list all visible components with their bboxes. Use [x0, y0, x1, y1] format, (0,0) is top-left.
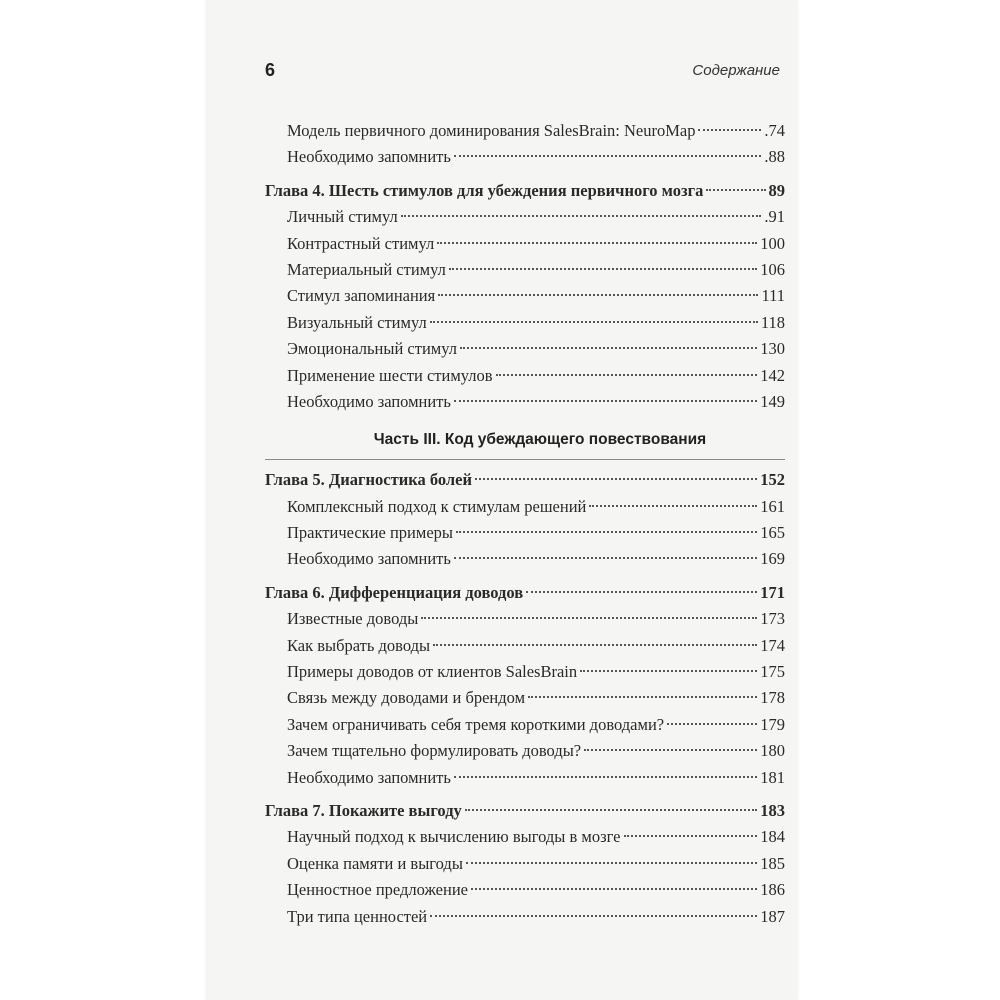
dot-leader	[471, 888, 757, 890]
toc-entry-title: Личный стимул	[287, 207, 398, 227]
toc-entry-page: 181	[760, 767, 785, 787]
toc-entry-title: Оценка памяти и выгоды	[287, 853, 463, 873]
toc-entry-page: .74	[764, 121, 785, 140]
chapter-title: Глава 5. Диагностика болей	[265, 470, 473, 490]
dot-leader	[667, 723, 757, 725]
toc-entry-page: 178	[760, 688, 785, 708]
toc-entry	[265, 765, 785, 791]
dot-leader	[454, 776, 757, 778]
toc-entry-title: Материальный стимул	[287, 259, 446, 279]
chapter-page: 152	[760, 470, 785, 490]
toc-entry-page: 106	[760, 259, 785, 279]
toc-entry	[265, 231, 785, 257]
toc-entry-title: Связь между доводами и брендом	[287, 688, 526, 708]
toc-entry-title: Контрастный стимул	[287, 233, 435, 253]
dot-leader	[454, 557, 757, 559]
toc-entry	[265, 118, 785, 144]
toc-entry	[265, 257, 785, 283]
toc-entry	[265, 606, 785, 632]
toc-entry	[265, 389, 785, 415]
dot-leader	[438, 294, 758, 296]
toc-entry-page: 179	[760, 714, 785, 734]
toc-entry-title: Научный подход к вычислению выгоды в мозге	[287, 827, 621, 847]
part-divider	[265, 459, 785, 460]
dot-leader	[706, 189, 765, 191]
dot-leader	[449, 268, 757, 270]
dot-leader	[454, 400, 757, 402]
chapter-heading	[265, 798, 785, 824]
page-header	[265, 60, 785, 86]
dot-leader	[456, 531, 757, 533]
dot-leader	[526, 591, 757, 593]
toc-entry-page: 173	[760, 609, 785, 629]
dot-leader	[584, 749, 757, 751]
toc-entry-page: 174	[760, 635, 785, 655]
toc-entry-title: Необходимо запомнить	[287, 767, 451, 787]
toc-entry-page: 118	[760, 312, 785, 332]
toc-entry-title: Зачем тщательно формулировать доводы?	[287, 741, 582, 761]
dot-leader	[496, 374, 758, 376]
dot-leader	[698, 129, 761, 131]
toc-entry	[265, 685, 785, 711]
chapter-heading	[265, 580, 785, 606]
toc-entry	[265, 144, 785, 170]
toc-entry-title: Необходимо запомнить	[287, 549, 451, 569]
dot-leader	[454, 155, 761, 157]
part-heading: Часть III. Код убеждающего повествования	[373, 431, 707, 449]
dot-leader	[475, 478, 757, 480]
toc-entry-page: 169	[760, 549, 785, 569]
toc-entry	[265, 633, 785, 659]
toc-entry-page: 187	[760, 906, 785, 926]
toc-entry-page: 149	[760, 391, 785, 411]
dot-leader	[460, 347, 757, 349]
running-title: Содержание	[692, 62, 780, 79]
toc-entry	[265, 363, 785, 389]
dot-leader	[465, 809, 757, 811]
toc-entry-page: 180	[760, 741, 785, 761]
toc-entry-title: Зачем ограничивать себя тремя короткими доводами?	[287, 714, 665, 734]
dot-leader	[401, 215, 762, 217]
toc-entry-page: 100	[760, 233, 785, 253]
toc-entry	[265, 712, 785, 738]
toc-entry-page: 161	[760, 496, 785, 516]
toc-entry-page: 111	[761, 286, 785, 306]
table-of-contents	[265, 118, 785, 930]
toc-entry-page: 175	[760, 662, 785, 682]
toc-entry	[265, 283, 785, 309]
chapter-heading	[265, 467, 785, 493]
toc-entry	[265, 204, 785, 230]
toc-entry	[265, 851, 785, 877]
toc-entry-page: 185	[760, 853, 785, 873]
toc-entry	[265, 824, 785, 850]
dot-leader	[466, 862, 757, 864]
chapter-page: 183	[760, 800, 785, 820]
chapter-title: Глава 7. Покажите выгоду	[265, 800, 462, 820]
toc-entry-title: Модель первичного доминирования SalesBrain: NeuroMap	[287, 121, 696, 140]
toc-entry-title: Необходимо запомнить	[287, 147, 451, 167]
toc-entry-page: .88	[764, 147, 785, 167]
toc-entry-title: Практические примеры	[287, 523, 453, 543]
toc-entry-title: Комплексный подход к стимулам решений	[287, 496, 587, 516]
dot-leader	[430, 321, 758, 323]
toc-entry-title: Как выбрать доводы	[287, 635, 431, 655]
toc-entry-title: Визуальный стимул	[287, 312, 427, 332]
toc-entry-page: .91	[764, 207, 785, 227]
toc-entry-page: 130	[760, 339, 785, 359]
dot-leader	[430, 915, 757, 917]
toc-entry-page: 186	[760, 880, 785, 900]
chapter-title: Глава 6. Дифференциация доводов	[265, 582, 524, 602]
toc-entry	[265, 310, 785, 336]
dot-leader	[421, 617, 757, 619]
toc-entry	[265, 520, 785, 546]
chapter-heading	[265, 178, 785, 204]
toc-entry	[265, 738, 785, 764]
toc-entry-title: Три типа ценностей	[287, 906, 428, 926]
toc-entry-title: Стимул запоминания	[287, 286, 436, 306]
toc-entry-title: Эмоциональный стимул	[287, 339, 457, 359]
dot-leader	[589, 505, 757, 507]
toc-entry-page: 184	[760, 827, 785, 847]
toc-entry	[265, 494, 785, 520]
chapter-title: Глава 4. Шесть стимулов для убеждения первичного мозга	[265, 180, 704, 200]
toc-entry-title: Ценностное предложение	[287, 880, 468, 900]
toc-entry	[265, 546, 785, 572]
toc-entry	[265, 877, 785, 903]
toc-entry-title: Применение шести стимулов	[287, 365, 493, 385]
toc-entry	[265, 904, 785, 930]
toc-entry	[265, 659, 785, 685]
dot-leader	[580, 670, 757, 672]
toc-entry	[265, 336, 785, 362]
dot-leader	[624, 835, 758, 837]
toc-entry-page: 142	[760, 365, 785, 385]
toc-entry-title: Необходимо запомнить	[287, 391, 451, 411]
chapter-page: 89	[768, 180, 785, 200]
chapter-page: 171	[760, 582, 785, 602]
dot-leader	[433, 644, 757, 646]
dot-leader	[437, 242, 757, 244]
toc-entry-title: Примеры доводов от клиентов SalesBrain	[287, 662, 578, 682]
dot-leader	[528, 696, 757, 698]
toc-entry-page: 165	[760, 523, 785, 543]
toc-entry-title: Известные доводы	[287, 609, 419, 629]
page-number: 6	[265, 60, 276, 80]
